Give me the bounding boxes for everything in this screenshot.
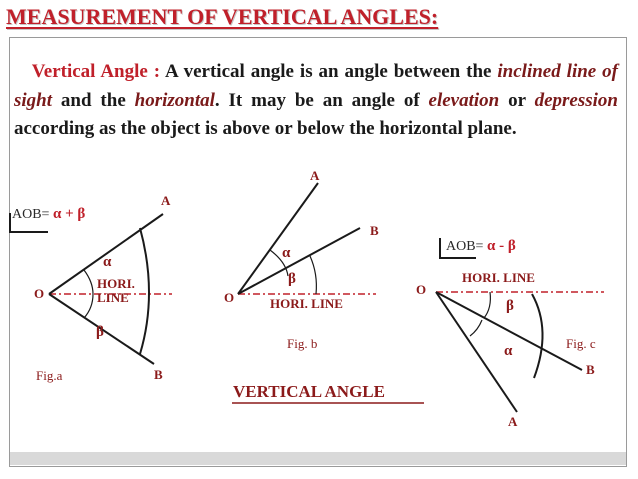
fig-a-beta-arc [84, 294, 93, 318]
term-label: Vertical Angle : [31, 61, 161, 82]
fig-c-label-b: B [586, 362, 595, 377]
fig-b-label-b: B [370, 223, 379, 238]
fig-a-beta-label: β [96, 324, 104, 340]
fig-b-label-o: O [224, 290, 235, 305]
para-emphasis-2: horizontal [134, 89, 215, 111]
fig-c-formula [446, 238, 516, 255]
fig-c-alpha-label: α [504, 343, 513, 359]
fig-b-alpha-label: α [282, 245, 291, 261]
fig-a-alpha-arc [84, 270, 93, 294]
para-text-3: . It may be an angle of [214, 89, 429, 111]
fig-c-beta-label: β [506, 298, 514, 314]
para-emphasis-3: elevation [428, 89, 500, 111]
para-emphasis-1: inclined line of sight [14, 61, 618, 111]
fig-b-drawing [238, 183, 376, 294]
fig-a-formula-angles: α + β [52, 206, 86, 222]
fig-c-alpha-arc [470, 320, 482, 336]
fig-b-caption: Fig. b [287, 336, 318, 351]
para-emphasis-4: depression [534, 89, 618, 111]
fig-b-label-a: A [310, 168, 320, 183]
fig-c-arc [532, 294, 543, 378]
fig-c-label-o: O [416, 282, 427, 297]
fig-c-caption: Fig. c [566, 336, 596, 351]
fig-b-beta-label: β [288, 271, 296, 287]
fig-a-hori-line1: HORI. [97, 276, 135, 291]
slide-title: MEASUREMENT OF VERTICAL ANGLES: [6, 4, 439, 29]
fig-c-label-a: A [508, 414, 518, 429]
fig-c-beta-arc [484, 292, 490, 318]
fig-a-formula [12, 206, 85, 223]
fig-a-hori-line2: LINE [97, 290, 129, 305]
fig-a-caption: Fig.a [36, 368, 63, 383]
fig-a-hori-label [97, 277, 135, 305]
para-text-1: A vertical angle is an angle between the [160, 61, 498, 82]
para-text-2: and the [52, 89, 135, 111]
fig-c-hori-label: HORI. LINE [462, 270, 535, 285]
fig-a-label-o: O [34, 286, 45, 301]
fig-c-drawing [436, 238, 604, 412]
fig-a-arc [140, 228, 149, 354]
fig-a-formula-prefix: AOB= [12, 207, 50, 222]
fig-b-beta-arc [310, 256, 316, 294]
fig-a-alpha-label: α [103, 254, 112, 270]
para-text-5: according as the object is above or below the horizontal plane. [14, 118, 517, 139]
fig-a-label-b: B [154, 367, 163, 382]
fig-b-ray-ob [238, 228, 360, 294]
fig-c-formula-prefix: AOB= [446, 239, 484, 254]
fig-b-hori-label: HORI. LINE [270, 296, 343, 311]
fig-a-label-a: A [161, 193, 171, 208]
fig-c-formula-angles: α - β [486, 238, 516, 254]
fig-b-ray-oa [238, 183, 318, 294]
center-caption: VERTICAL ANGLE [233, 382, 385, 401]
para-text-4: or [499, 89, 535, 111]
